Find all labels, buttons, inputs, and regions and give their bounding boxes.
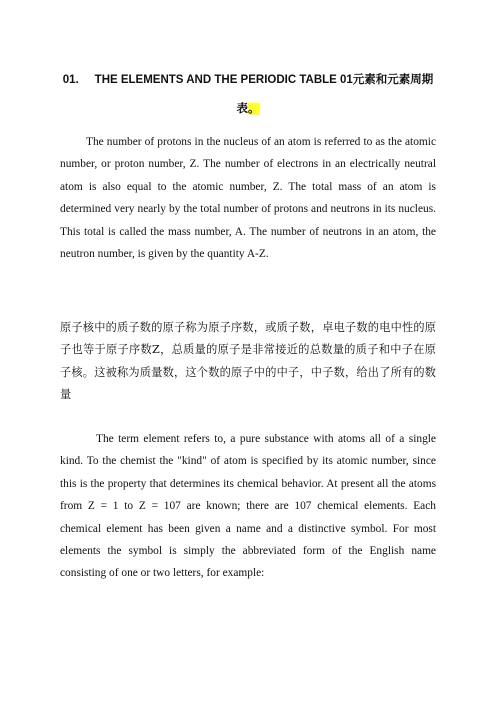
paragraph-atomic-number: The number of protons in the nucleus of an atom is referred to as the atomic number, or proton number, Z. The number of electrons in an electrically neutral atom is also equal to the atomic number, Z. The total mass of an atom is determined very nearly by the total number of protons and neutrons in its nucleus. This total is called the mass number, A. The number of neutrons in an atom, the neutron number, is given by the quantity A-Z.: [60, 136, 436, 261]
paragraph-element-definition: The term element refers to, a pure substance with atoms all of a single kind. To the chemist the "kind" of atom is specified by its atomic number, since this is the property that determines its chemical behavior. At present all the atoms from Z = 1 to Z = 107 are known; there are 107 chemical elements. Each chemical element has been given a name and a distinctive symbol. For most elements the symbol is simply the abbreviated form of the English name consisting of one or two letters, for example:: [60, 433, 436, 580]
highlighted-mark: 。: [248, 103, 260, 115]
paragraph-chinese-translation: 原子核中的质子数的原子称为原子序数，或质子数，卓电子数的电中性的原子也等于原子序数Z，总质量的原子是非常接近的总数量的质子和中子在原子核。这被称为质量数，这个数的原子中的中子，中子数，给出了所有的数量: [60, 321, 436, 402]
section-title: THE ELEMENTS AND THE PERIODIC TABLE 01元素和元素周期表: [94, 74, 434, 115]
section-heading: [60, 66, 436, 124]
section-number: 01.: [62, 74, 79, 86]
